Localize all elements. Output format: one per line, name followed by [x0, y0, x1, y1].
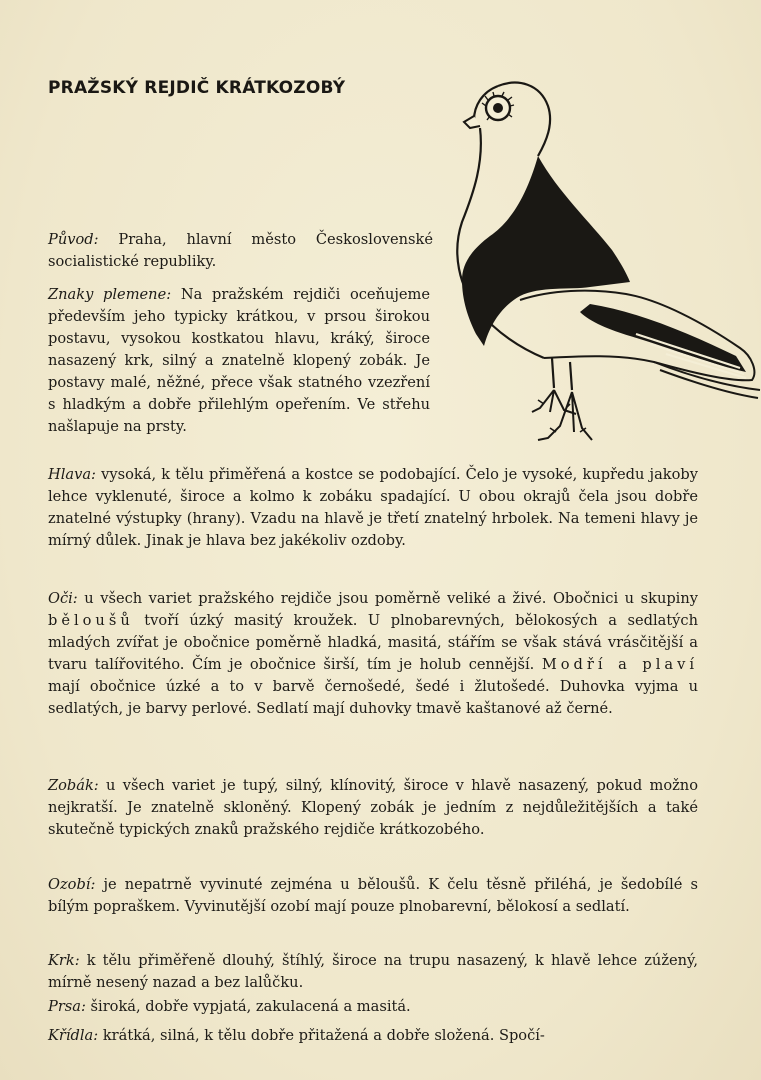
section-krk	[48, 950, 698, 994]
section-label: Zobák:	[48, 777, 99, 794]
section-label: Hlava:	[48, 466, 96, 483]
section-label: Původ:	[48, 231, 99, 248]
section-label: Křídla:	[48, 1027, 99, 1044]
page-title: PRAŽSKÝ REJDIČ KRÁTKOZOBÝ	[48, 78, 346, 98]
section-label: Znaky plemene:	[48, 286, 172, 303]
section-text: široká, dobře vypjatá, zakulacená a masitá.	[85, 998, 411, 1015]
section-text: Praha, hlavní město Československé socialistické republiky.	[48, 231, 433, 270]
section-label: Prsa:	[48, 998, 86, 1015]
section-text: u všech variet pražského rejdiče jsou poměrně veliké a živé. Obočnici u skupiny	[77, 590, 698, 607]
section-text: k tělu přiměřeně dlouhý, štíhlý, široce na trupu nasazený, k hlavě lehce zúžený, mírně nesený nazad a bez lalůčku.	[48, 952, 698, 991]
section-hlava	[48, 464, 698, 552]
section-label: Oči:	[48, 590, 78, 607]
section-puvod	[48, 229, 433, 273]
section-text: u všech variet je tupý, silný, klínovitý, široce v hlavě nasazený, pokud možno nejkratší. Je znatelně skloněný. Klopený zobák je jedním z nejdůležitějších a také skutečně typických znaků pražského rejdiče krátkozobého.	[48, 777, 698, 838]
section-ozobi	[48, 874, 698, 918]
section-text: Na pražském rejdiči oceňujeme především jeho typicky krátkou, v prsou širokou postavu, vysokou kostkatou hlavu, kráký, široce nasazený krk, silný a znatelně klopený zobák. Je postavy malé, něžné, přece však statného vzezření s hladkým a dobře přilehlým opeřením. Ve střehu našlapuje na prsty.	[48, 286, 430, 435]
section-kridla	[48, 1025, 698, 1047]
section-text: krátká, silná, k tělu dobře přitažená a dobře složená. Spočí-	[98, 1027, 545, 1044]
section-text: mají obočnice úzké a to v barvě černošedé, šedé i žlutošedé. Duhovka vyjma u sedlatých, je barvy perlové. Sedlatí mají duhovky tmavě kaštanové až černé.	[48, 678, 698, 717]
section-text: tvoří úzký masitý kroužek. U plnobarevných, bělokosých a sedlatých mladých zvířat je obočnice poměrně hladká, masitá, stářím se však stává vrásčitější a tvaru talířovitého. Čím je obočnice širší, tím je holub cennější.	[48, 612, 698, 673]
spaced-term: běloušů	[48, 612, 134, 629]
section-text: vysoká, k tělu přiměřená a kostce se podobající. Čelo je vysoké, kupředu jakoby lehce vyklenuté, široce a kolmo k zobáku spadající. U obou okrajů čela jsou dobře znatelné výstupky (hrany). Vzadu na hlavě je třetí znatelný hrbolek. Na temeni hlavy je mírný důlek. Jinak je hlava bez jakékoliv ozdoby.	[48, 466, 698, 549]
section-text: je nepatrně vyvinuté zejména u běloušů. K čelu těsně přiléhá, je šedobílé s bílým popraškem. Vyvinutější ozobí mají pouze plnobarevní, bělokosí a sedlatí.	[48, 876, 698, 915]
section-oci	[48, 588, 698, 720]
section-zobak	[48, 775, 698, 841]
section-znaky-plemene	[48, 284, 430, 438]
spaced-term: Modří a plaví	[541, 656, 698, 673]
section-prsa	[48, 996, 698, 1018]
pigeon-illustration-icon	[440, 72, 761, 462]
section-label: Ozobí:	[48, 876, 96, 893]
section-label: Krk:	[48, 952, 80, 969]
